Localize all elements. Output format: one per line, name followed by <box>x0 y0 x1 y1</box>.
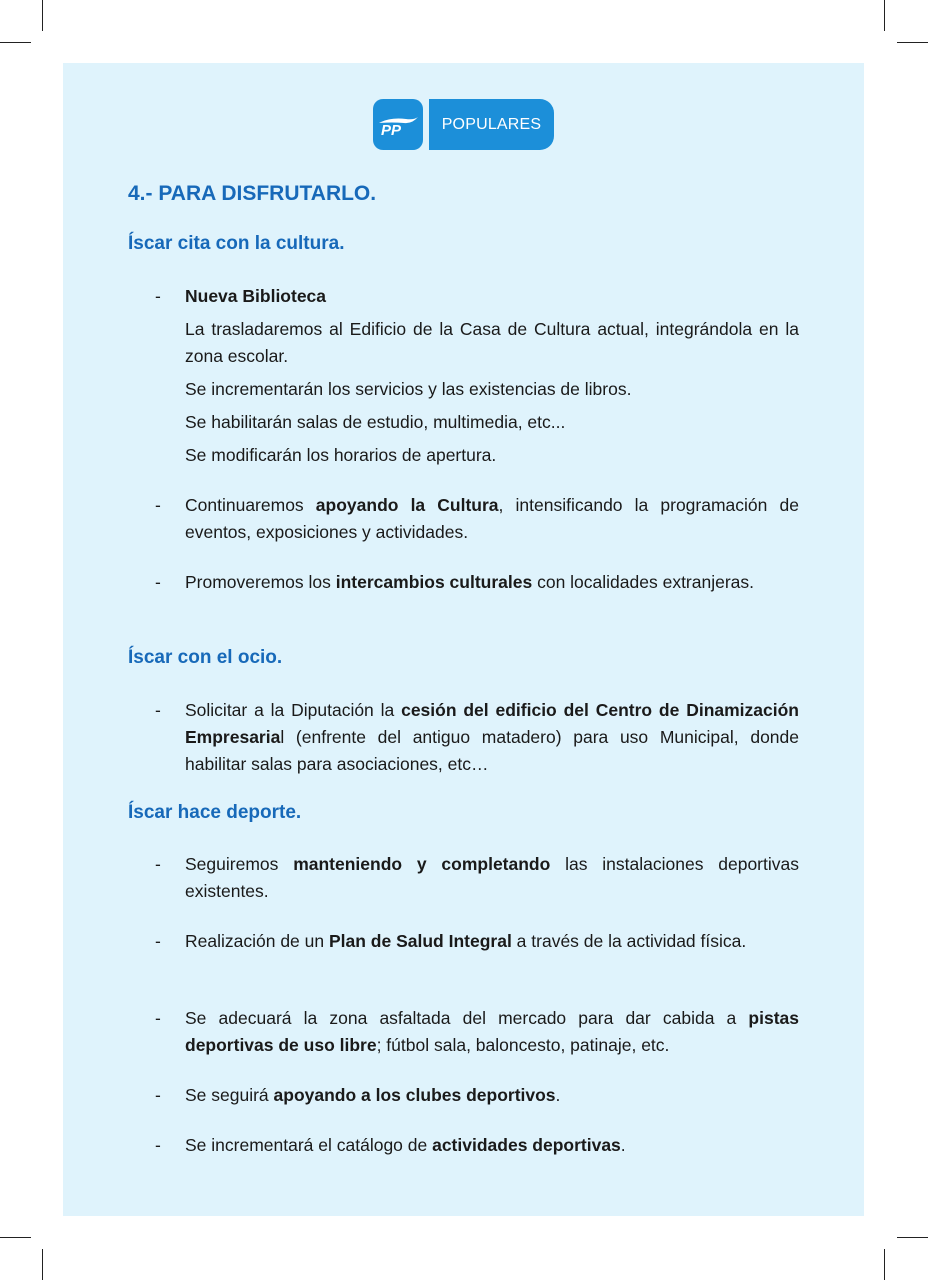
list-item: - Se adecuará la zona asfaltada del mercado para dar cabida a pistas deportivas de uso libre; fútbol sala, baloncesto, patinaje, etc. <box>128 1005 799 1059</box>
list-item: - Realización de un Plan de Salud Integral a través de la actividad física. <box>128 928 799 955</box>
crop-mark <box>897 42 928 43</box>
section-heading-deporte: Íscar hace deporte. <box>128 802 302 823</box>
bullet-dash: - <box>155 700 161 720</box>
pp-gull-icon <box>376 114 420 136</box>
page-title: 4.- PARA DISFRUTARLO. <box>128 182 377 205</box>
bullet-dash: - <box>155 1135 161 1155</box>
list-item: - Seguiremos manteniendo y completando las instalaciones deportivas existentes. <box>128 851 799 905</box>
paragraph: Se habilitarán salas de estudio, multimedia, etc... <box>185 412 566 432</box>
bullet-dash: - <box>155 1085 161 1105</box>
crop-mark <box>0 1237 31 1238</box>
list-item: - Promoveremos los intercambios culturales con localidades extranjeras. <box>128 569 799 596</box>
list-item: - Solicitar a la Diputación la cesión del edificio del Centro de Dinamización Empresarial (enfrente del antiguo matadero) para uso Municipal, donde habilitar salas para asociaciones, etc… <box>128 697 799 778</box>
list-item: - Se incrementará el catálogo de actividades deportivas. <box>128 1132 799 1159</box>
section-heading-ocio: Íscar con el ocio. <box>128 647 283 668</box>
paragraph: Se incrementarán los servicios y las existencias de libros. <box>185 379 632 399</box>
bullet-dash: - <box>155 1008 161 1028</box>
list-item <box>128 283 799 310</box>
crop-mark <box>884 1249 885 1280</box>
bullet-dash: - <box>155 495 161 515</box>
bullet-dash: - <box>155 854 161 874</box>
crop-mark <box>42 0 43 31</box>
crop-mark <box>884 0 885 31</box>
bullet-dash: - <box>155 931 161 951</box>
crop-mark <box>42 1249 43 1280</box>
bullet-dash: - <box>155 572 161 592</box>
crop-mark <box>0 42 31 43</box>
party-logo <box>373 99 554 150</box>
paragraph: Se modificarán los horarios de apertura. <box>185 445 497 465</box>
svg-text:PP: PP <box>381 121 402 136</box>
crop-mark <box>897 1237 928 1238</box>
item-title: Nueva Biblioteca <box>185 286 327 306</box>
logo-wordmark: POPULARES <box>429 99 554 150</box>
list-item: - Continuaremos apoyando la Cultura, intensificando la programación de eventos, exposiciones y actividades. <box>128 492 799 546</box>
section-heading-cultura: Íscar cita con la cultura. <box>128 233 345 254</box>
bullet-dash: - <box>155 286 161 306</box>
list-item: - Se seguirá apoyando a los clubes deportivos. <box>128 1082 799 1109</box>
paragraph: La trasladaremos al Edificio de la Casa de Cultura actual, integrándola en la zona escolar. <box>185 319 799 366</box>
pp-logo-icon <box>373 99 423 150</box>
